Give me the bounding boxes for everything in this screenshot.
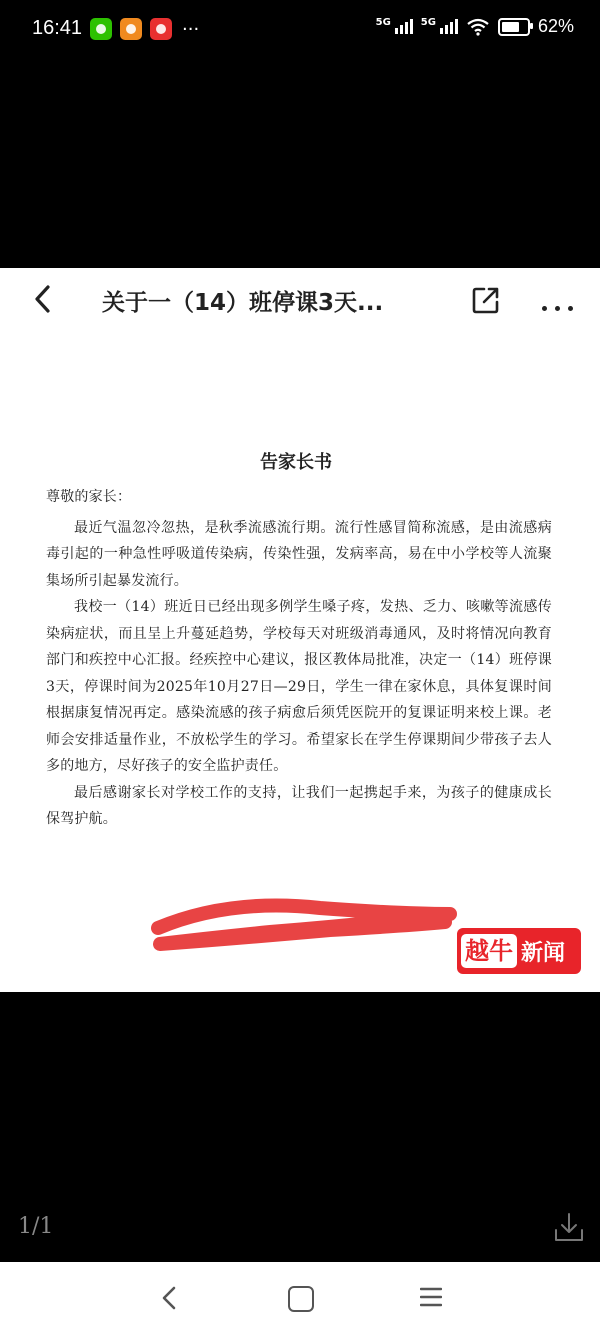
nav-menu-icon[interactable] (420, 1286, 442, 1308)
wifi-icon (466, 18, 490, 36)
more-notifications-icon: ··· (182, 18, 200, 40)
store-app-icon (120, 18, 142, 40)
document-paragraph: 我校一（14）班近日已经出现多例学生嗓子疼，发热、乏力、咳嗽等流感传染病症状，而且呈上升蔓延趋势，学校每天对班级消毒通风，及时将情况向教育部门和疾控中心汇报。经疾控中心建议，报区教体局批准，决定一（14）班停课3天，停课时间为2025年10月27日—29日，学生一律在家休息，具体复课时间根据康复情况再定。感染流感的孩子病愈后须凭医院开的复课证明来校上课。老师会安排适量作业，不放松学生的学习。希望家长在学生停课期间少带孩子去人多的地方，尽好孩子的安全监护责任。 (46, 599, 552, 774)
battery-level: 62% (537, 16, 574, 36)
back-chevron-icon[interactable] (30, 284, 58, 314)
redaction-scribble (150, 894, 460, 954)
battery-icon (498, 18, 530, 36)
wechat-icon (90, 18, 112, 40)
share-icon[interactable] (470, 284, 502, 316)
news-app-icon (150, 18, 172, 40)
status-time: 16:41 (32, 17, 83, 39)
status-bar (0, 0, 600, 60)
logo-badge: 越牛 (461, 934, 517, 968)
document-paragraph: 最后感谢家长对学校工作的支持，让我们一起携起手来，为孩子的健康成长保驾护航。 (46, 784, 552, 827)
download-icon[interactable] (552, 1210, 586, 1244)
news-logo (457, 928, 581, 974)
signal-icon: 5G (376, 19, 413, 34)
page-indicator: 1/1 (18, 1214, 54, 1239)
more-icon[interactable] (538, 296, 578, 306)
logo-text: 新闻 (521, 940, 566, 966)
header-bar (0, 268, 600, 334)
nav-home-icon[interactable] (288, 1286, 314, 1312)
system-nav-bar (0, 1262, 600, 1333)
document-paragraph: 最近气温忽冷忽热，是秋季流感流行期。流行性感冒简称流感，是由流感病毒引起的一种急性呼吸道传染病，传染性强，发病率高，易在中小学校等人流聚集场所引起暴发流行。 (46, 519, 552, 589)
document-heading: 告家长书 (260, 452, 332, 473)
signal-icon-2: 5G (421, 19, 458, 34)
page-title: 关于一（14）班停课3天... (102, 290, 384, 316)
nav-back-icon[interactable] (156, 1284, 184, 1312)
document-salutation: 尊敬的家长： (46, 489, 132, 505)
document-image (0, 334, 600, 992)
status-indicators (376, 16, 574, 37)
document-body (46, 448, 552, 833)
notification-icons (90, 18, 199, 40)
